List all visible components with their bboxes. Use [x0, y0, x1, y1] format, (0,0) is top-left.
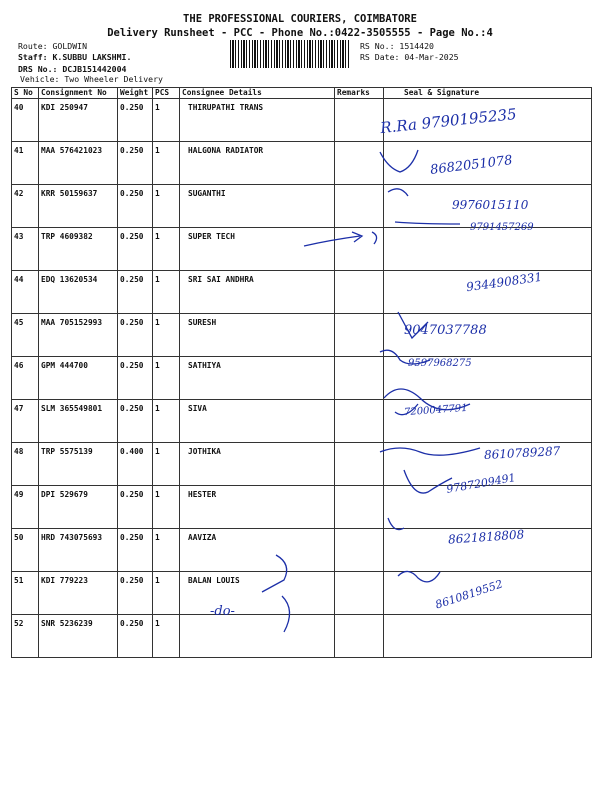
- cell-consignee: SIVA: [180, 400, 335, 443]
- cell-cn: KRR 50159637: [39, 185, 118, 228]
- cell-pcs: 1: [153, 400, 180, 443]
- cell-sno: 47: [12, 400, 39, 443]
- route-label: Route: GOLDWIN: [18, 41, 88, 51]
- sig-stroke-41: [380, 150, 418, 172]
- cell-wt: 0.400: [118, 443, 153, 486]
- cell-cn: HRD 743075693: [39, 529, 118, 572]
- handwriting-row-44: 9344908331: [465, 269, 543, 295]
- cell-pcs: 1: [153, 271, 180, 314]
- col-header-consignee: Consignee Details: [180, 88, 335, 99]
- cell-consignee: SURESH: [180, 314, 335, 357]
- handwriting-row-40: R.Ra 9790195235: [379, 104, 518, 138]
- handwriting-row-45: 9047037788: [404, 323, 487, 338]
- cell-wt: 0.250: [118, 486, 153, 529]
- sig-stroke-45: [398, 312, 428, 338]
- cell-cn: MAA 576421023: [39, 142, 118, 185]
- col-header-sno: S No: [12, 88, 39, 99]
- cell-wt: 0.250: [118, 142, 153, 185]
- sig-stroke-47: [384, 389, 470, 410]
- cell-pcs: 1: [153, 615, 180, 658]
- cell-consignee: BALAN LOUIS: [180, 572, 335, 615]
- cell-sno: 43: [12, 228, 39, 271]
- cell-cn: SLM 365549801: [39, 400, 118, 443]
- cell-cn: EDQ 13620534: [39, 271, 118, 314]
- cell-sno: 40: [12, 99, 39, 142]
- sig-stroke-50: [388, 518, 404, 530]
- cell-cn: SNR 5236239: [39, 615, 118, 658]
- cell-consignee: SUGANTHI: [180, 185, 335, 228]
- cell-pcs: 1: [153, 443, 180, 486]
- arrow-stroke: [304, 236, 360, 246]
- handwriting-row-41: 8682051078: [429, 153, 514, 178]
- col-header-signature: Seal & Signature: [384, 88, 592, 99]
- cell-sno: 45: [12, 314, 39, 357]
- cell-pcs: 1: [153, 486, 180, 529]
- handwriting-row-46: 9597968275: [408, 358, 472, 369]
- cell-wt: 0.250: [118, 314, 153, 357]
- cell-pcs: 1: [153, 99, 180, 142]
- cell-cn: MAA 705152993: [39, 314, 118, 357]
- cell-sno: 44: [12, 271, 39, 314]
- cell-wt: 0.250: [118, 529, 153, 572]
- cell-pcs: 1: [153, 142, 180, 185]
- handwriting-row-47: 7200047791: [403, 402, 468, 419]
- cell-consignee: JOTHIKA: [180, 443, 335, 486]
- cell-sno: 49: [12, 486, 39, 529]
- cell-sno: 41: [12, 142, 39, 185]
- cell-sno: 52: [12, 615, 39, 658]
- cell-wt: 0.250: [118, 357, 153, 400]
- col-header-consignment: Consignment No: [39, 88, 118, 99]
- sig-stroke-46: [380, 350, 430, 364]
- sig-stroke-49: [404, 470, 452, 493]
- cell-cn: DPI 529679: [39, 486, 118, 529]
- bracket-stroke-51: [262, 555, 287, 592]
- cell-pcs: 1: [153, 228, 180, 271]
- cell-consignee: SRI SAI ANDHRA: [180, 271, 335, 314]
- col-header-pcs: PCS: [153, 88, 180, 99]
- cell-sno: 50: [12, 529, 39, 572]
- staff-label: Staff: K.SUBBU LAKSHMI.: [18, 52, 132, 62]
- ditto-mark: -do-: [210, 604, 235, 619]
- cell-consignee: HESTER: [180, 486, 335, 529]
- cell-wt: 0.250: [118, 400, 153, 443]
- remark-stroke: [372, 232, 377, 244]
- cell-pcs: 1: [153, 185, 180, 228]
- cell-sno: 46: [12, 357, 39, 400]
- cell-pcs: 1: [153, 572, 180, 615]
- cell-wt: 0.250: [118, 99, 153, 142]
- cell-consignee: SATHIYA: [180, 357, 335, 400]
- cell-cn: KDI 779223: [39, 572, 118, 615]
- cell-cn: TRP 5575139: [39, 443, 118, 486]
- cell-cn: KDI 250947: [39, 99, 118, 142]
- cell-cn: GPM 444700: [39, 357, 118, 400]
- cell-sno: 51: [12, 572, 39, 615]
- handwriting-row-48: 8610789287: [483, 444, 561, 462]
- sig-stroke-48: [380, 448, 480, 455]
- cell-consignee: AAVIZA: [180, 529, 335, 572]
- vehicle-label: Vehicle: Two Wheeler Delivery: [20, 74, 163, 84]
- col-header-weight: Weight: [118, 88, 153, 99]
- cell-pcs: 1: [153, 314, 180, 357]
- company-title: THE PROFESSIONAL COURIERS, COIMBATORE: [183, 13, 417, 25]
- handwriting-row-42: 9976015110: [452, 198, 529, 212]
- handwriting-row-49: 9787209491: [445, 471, 517, 496]
- cell-wt: 0.250: [118, 572, 153, 615]
- cell-consignee: SUPER TECH: [180, 228, 335, 271]
- cell-sno: 48: [12, 443, 39, 486]
- cell-pcs: 1: [153, 529, 180, 572]
- handwriting-row-43: 9791457269: [470, 222, 534, 233]
- col-header-remarks: Remarks: [335, 88, 384, 99]
- rs-number: RS No.: 1514420: [360, 41, 434, 51]
- rs-date: RS Date: 04-Mar-2025: [360, 52, 459, 62]
- cell-consignee: THIRUPATHI TRANS: [180, 99, 335, 142]
- cell-wt: 0.250: [118, 228, 153, 271]
- sig-stroke-52: [398, 571, 440, 581]
- runsheet-subtitle: Delivery Runsheet - PCC - Phone No.:0422-3505555 - Page No.:4: [107, 27, 493, 39]
- cell-cn: TRP 4609382: [39, 228, 118, 271]
- cell-pcs: 1: [153, 357, 180, 400]
- cell-wt: 0.250: [118, 185, 153, 228]
- sig-stroke-42: [388, 189, 408, 196]
- cell-wt: 0.250: [118, 615, 153, 658]
- drs-number: DRS No.: DCJB151442004: [18, 64, 127, 74]
- cell-sno: 42: [12, 185, 39, 228]
- cell-wt: 0.250: [118, 271, 153, 314]
- sig-stroke-43: [395, 222, 460, 224]
- handwriting-row-50: 8621818808: [447, 527, 525, 547]
- bracket-stroke-52: [282, 596, 290, 632]
- cell-consignee: HALGONA RADIATOR: [180, 142, 335, 185]
- handwriting-row-52: 8610819552: [433, 577, 505, 612]
